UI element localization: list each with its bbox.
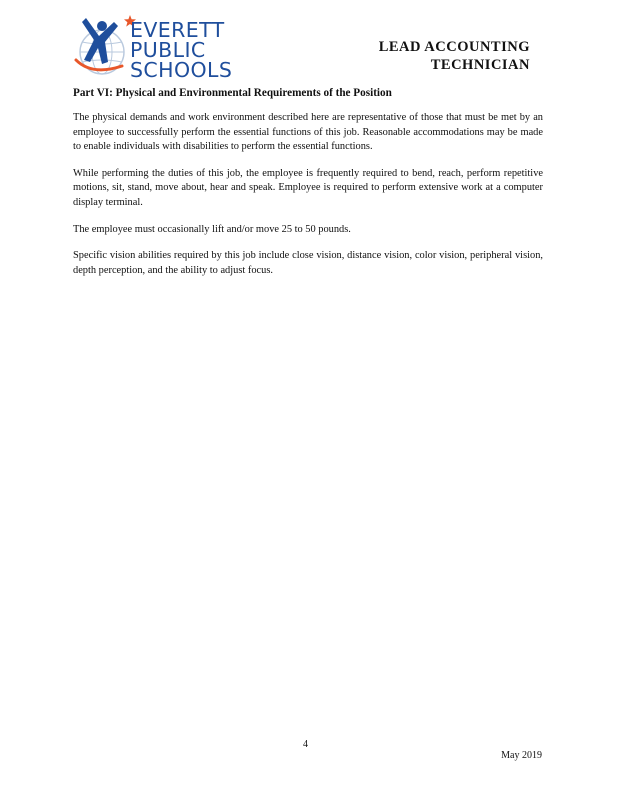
paragraph-vision: Specific vision abilities required by this job include close vision, distance vision, color vision, peripheral vision, depth perception, and the ability to adjust focus. [73, 250, 543, 276]
student-globe-icon [72, 12, 136, 78]
logo-line-3: SCHOOLS [130, 58, 233, 82]
section-heading: Part VI: Physical and Environmental Requirements of the Position [73, 87, 392, 99]
paragraph-duties: While performing the duties of this job, the employee is frequently required to bend, reach, perform repetitive motions, sit, stand, move about, hear and speak. Employee is required to perform extensive work at a computer display terminal. [73, 167, 543, 208]
paragraph-lifting: The employee must occasionally lift and/or move 25 to 50 pounds. [73, 223, 351, 235]
paragraph-physical-demands: The physical demands and work environment described here are representative of those that must be met by an employee to successfully perform the essential functions of this job. Reasonable accommodations may be made to enable individuals with disabilities to perform the essential functions. [73, 112, 543, 153]
job-title-line-1: LEAD ACCOUNTING [378, 39, 530, 55]
job-title-line-2: TECHNICIAN [430, 57, 530, 73]
logo-line-1: EVERETT [130, 18, 225, 42]
section-body [73, 111, 543, 290]
logo-wordmark [130, 20, 232, 80]
logo-line-2: PUBLIC [130, 38, 206, 62]
page-number: 4 [303, 739, 308, 750]
district-logo [72, 12, 242, 80]
job-title [379, 38, 530, 74]
document-date: May 2019 [501, 750, 542, 761]
